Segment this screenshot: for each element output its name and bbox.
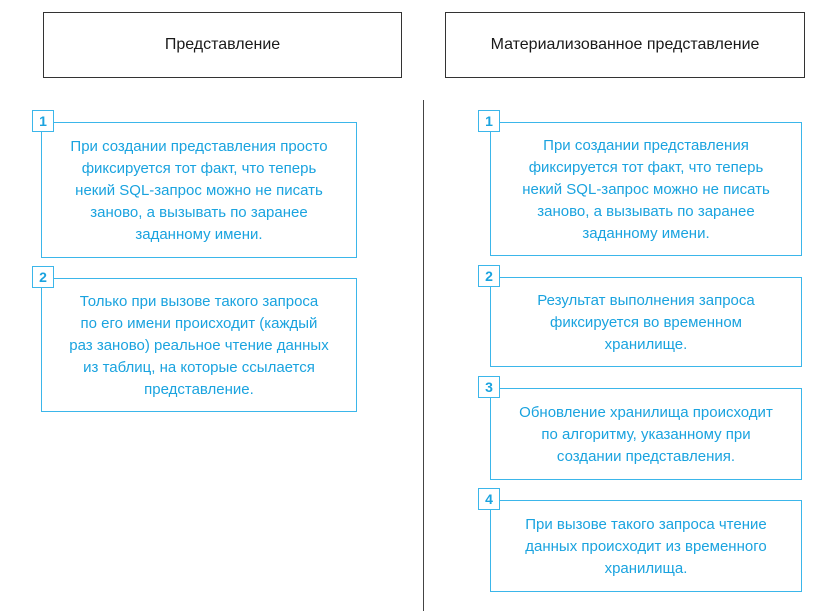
mview-card-3-number-badge — [478, 376, 500, 398]
mview-card-2 — [490, 277, 802, 367]
mview-card-4-number: 4 — [485, 491, 493, 507]
mview-card-3 — [490, 388, 802, 480]
mview-card-1-number: 1 — [485, 113, 493, 129]
mview-card-1-text: При создании представления фиксируется тот факт, что теперь некий SQL-запрос можно не писать заново, а вызывать по заранее заданному имени. — [522, 137, 770, 242]
mview-card-2-number-badge — [478, 265, 500, 287]
view-card-1-text: При создании представления просто фиксируется тот факт, что теперь некий SQL-запрос можно не писать заново, а вызывать по заранее заданному имени. — [70, 138, 328, 243]
view-card-2-text: Только при вызове такого запроса по его имени происходит (каждый раз заново) реальное чтение данных из таблиц, на которые ссылается представление. — [69, 293, 329, 398]
header-materialized-view-label: Материализованное представление — [490, 36, 760, 53]
mview-card-3-text: Обновление хранилища происходит по алгоритму, указанному при создании представления. — [519, 404, 773, 465]
column-divider — [423, 100, 424, 611]
mview-card-4-text: При вызове такого запроса чтение данных происходит из временного хранилища. — [525, 516, 767, 577]
view-card-1-number-badge — [32, 110, 54, 132]
view-card-2-number-badge — [32, 266, 54, 288]
header-view — [43, 12, 402, 78]
header-view-label: Представление — [164, 36, 281, 53]
mview-card-2-text: Результат выполнения запроса фиксируется во временном хранилище. — [537, 292, 755, 353]
view-card-2 — [41, 278, 357, 412]
view-card-1 — [41, 122, 357, 258]
mview-card-1-number-badge — [478, 110, 500, 132]
view-card-2-number: 2 — [39, 269, 47, 285]
view-card-1-number: 1 — [39, 113, 47, 129]
mview-card-2-number: 2 — [485, 268, 493, 284]
mview-card-4 — [490, 500, 802, 592]
header-materialized-view — [445, 12, 805, 78]
mview-card-1 — [490, 122, 802, 256]
mview-card-4-number-badge — [478, 488, 500, 510]
mview-card-3-number: 3 — [485, 379, 493, 395]
